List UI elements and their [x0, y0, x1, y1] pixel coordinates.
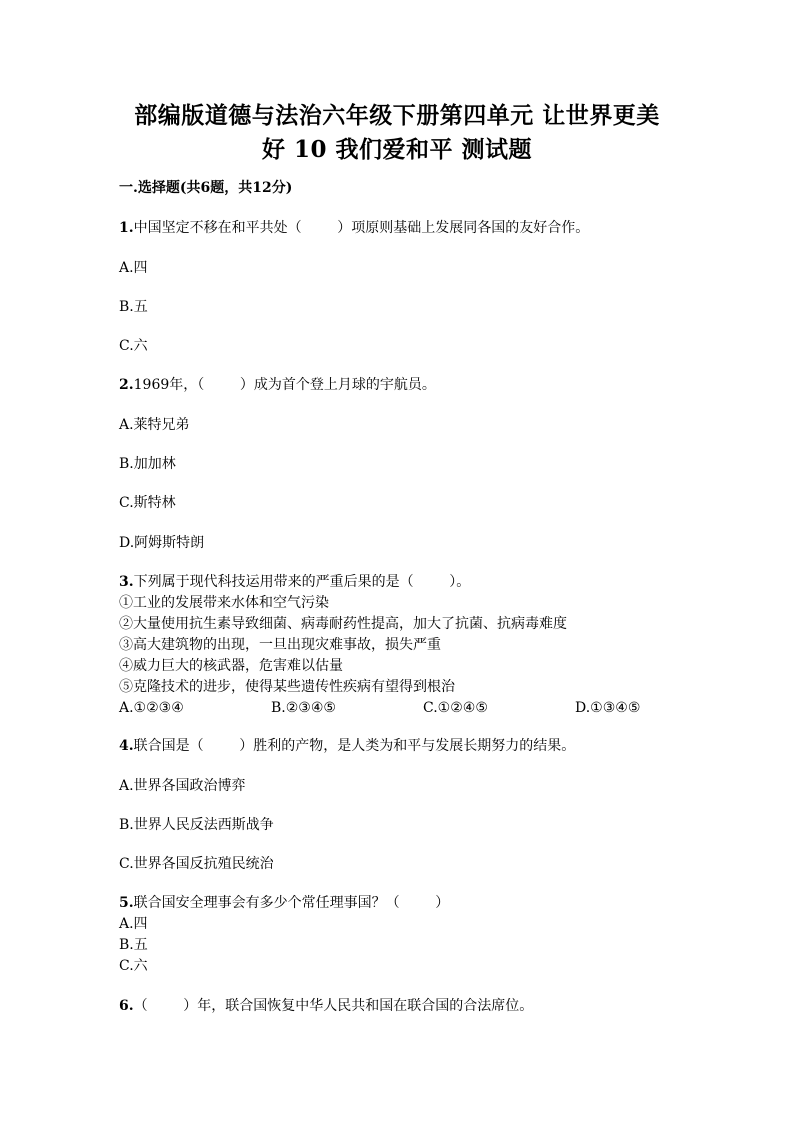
question-number: 2. [119, 377, 134, 393]
q3-item-4: ④威力巨大的核武器，危害难以估量 [119, 658, 343, 674]
question-number: 4. [119, 738, 134, 754]
q3-item-2: ②大量使用抗生素导致细菌、病毒耐药性提高，加大了抗菌、抗病毒难度 [119, 616, 567, 632]
q4-option-c: C.世界各国反抗殖民统治 [119, 856, 274, 872]
title-line-1: 部编版道德与法治六年级下册第四单元 让世界更美 [134, 102, 660, 129]
section-heading: 一.选择题(共6题，共12分) [119, 180, 293, 196]
title-line-2: 好 10 我们爱和平 测试题 [261, 136, 533, 163]
q3-item-3: ③高大建筑物的出现，一旦出现灾难事故，损失严重 [119, 637, 441, 653]
question-stem: 联合国是（ ）胜利的产物，是人类为和平与发展长期努力的结果。 [133, 738, 576, 754]
question-3 [119, 573, 470, 591]
question-6 [119, 997, 533, 1015]
q2-option-a: A.莱特兄弟 [119, 417, 190, 433]
question-stem: 联合国安全理事会有多少个常任理事国？（ ） [133, 895, 450, 911]
question-number: 1. [119, 220, 134, 236]
question-number: 6. [119, 998, 134, 1014]
q3-item-1: ①工业的发展带来水体和空气污染 [119, 595, 329, 611]
question-stem: （ ）年，联合国恢复中华人民共和国在联合国的合法席位。 [133, 998, 534, 1014]
q3-option-d: D.①③④⑤ [575, 700, 641, 716]
question-stem: 中国坚定不移在和平共处（ ）项原则基础上发展同各国的友好合作。 [133, 220, 590, 236]
q3-option-c: C.①②④⑤ [423, 700, 488, 716]
q3-option-a: A.①②③④ [119, 700, 184, 716]
q1-option-b: B.五 [119, 299, 148, 315]
q5-option-c: C.六 [119, 958, 148, 974]
q5-option-b: B.五 [119, 937, 148, 953]
q2-option-c: C.斯特林 [119, 495, 176, 511]
q3-item-5: ⑤克隆技术的进步，使得某些遗传性疾病有望得到根治 [119, 679, 455, 695]
question-number: 5. [119, 895, 134, 911]
q4-option-a: A.世界各国政治博弈 [119, 778, 246, 794]
q1-option-c: C.六 [119, 338, 148, 354]
q2-option-d: D.阿姆斯特朗 [119, 535, 205, 551]
question-2 [119, 376, 436, 394]
q5-option-a: A.四 [119, 916, 148, 932]
question-stem: 1969年，（ ）成为首个登上月球的宇航员。 [133, 377, 436, 393]
question-stem: 下列属于现代科技运用带来的严重后果的是（ ）。 [133, 574, 471, 590]
q2-option-b: B.加加林 [119, 456, 176, 472]
question-number: 3. [119, 574, 134, 590]
question-1 [119, 219, 589, 237]
q1-option-a: A.四 [119, 260, 148, 276]
question-4 [119, 737, 575, 755]
q3-option-b: B.②③④⑤ [271, 700, 336, 716]
question-5 [119, 894, 449, 912]
q4-option-b: B.世界人民反法西斯战争 [119, 817, 274, 833]
